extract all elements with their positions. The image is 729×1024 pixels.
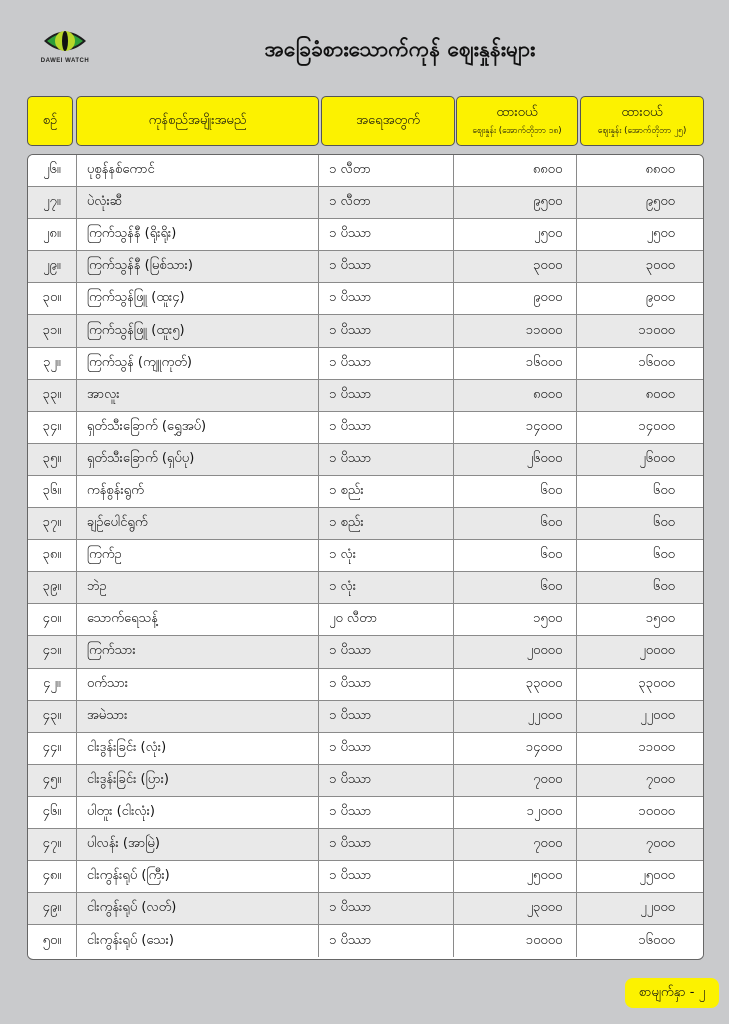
item-name: အာလူး <box>77 380 319 411</box>
item-name: ကြက်သွန်နီ (ရိုးရိုး) <box>77 219 319 250</box>
item-name: ကန်စွန်းရွက် <box>77 476 319 507</box>
item-name: ကြက်ဥ <box>77 540 319 571</box>
item-name: ဘဲဥ <box>77 572 319 603</box>
item-unit: ၂၀ လီတာ <box>319 604 454 635</box>
header-unit-label: အရေအတွက် <box>356 112 420 128</box>
price-oct25: ၃၃၀၀၀ <box>577 669 703 700</box>
item-unit: ၁ ပိဿာ <box>319 251 454 282</box>
page-number-badge: စာမျက်နှာ - ၂ <box>625 978 719 1008</box>
price-table-body <box>27 154 704 960</box>
item-unit: ၁ ပိဿာ <box>319 925 454 957</box>
price-oct25: ၃၀၀၀ <box>577 251 703 282</box>
item-name: ချဉ်ပေါင်ရွက် <box>77 508 319 539</box>
item-name: ငါးကွန်းရုပ် (လတ်) <box>77 893 319 924</box>
price-oct18: ၂၀၀၀၀ <box>454 636 578 667</box>
table-row <box>28 797 703 829</box>
table-row <box>28 219 703 251</box>
header-price-oct18-sub: ဈေးနှုန်း (အောက်တိုဘာ ၁၈) <box>472 126 562 136</box>
table-row <box>28 508 703 540</box>
brand-logo <box>30 26 100 76</box>
row-number: ၂၈။ <box>28 219 77 250</box>
header-price-oct18 <box>456 96 578 146</box>
item-unit: ၁ ပိဿာ <box>319 765 454 796</box>
item-name: သောက်ရေသန့် <box>77 604 319 635</box>
header-number <box>27 96 73 146</box>
item-unit: ၁ လုံး <box>319 540 454 571</box>
price-oct25: ၉၅၀၀ <box>577 187 703 218</box>
row-number: ၄၄။ <box>28 733 77 764</box>
item-unit: ၁ ပိဿာ <box>319 315 454 346</box>
eye-icon <box>42 26 88 56</box>
price-oct25: ၂၆၀၀၀ <box>577 444 703 475</box>
row-number: ၃၃။ <box>28 380 77 411</box>
item-name: ဝက်သား <box>77 669 319 700</box>
item-unit: ၁ ပိဿာ <box>319 733 454 764</box>
table-row <box>28 251 703 283</box>
table-row <box>28 444 703 476</box>
item-name: ရှတ်သီးခြောက် (ရှပ်ပု) <box>77 444 319 475</box>
table-row <box>28 829 703 861</box>
row-number: ၃၈။ <box>28 540 77 571</box>
header-unit <box>321 96 455 146</box>
item-name: ကြက်သွန်ဖြူ (ထူး၅) <box>77 315 319 346</box>
row-number: ၃၉။ <box>28 572 77 603</box>
price-oct25: ၁၁၀၀၀ <box>577 733 703 764</box>
item-unit: ၁ စည်း <box>319 476 454 507</box>
row-number: ၄၂။ <box>28 669 77 700</box>
item-unit: ၁ ပိဿာ <box>319 380 454 411</box>
price-oct18: ၁၅၀၀ <box>454 604 578 635</box>
table-row <box>28 636 703 668</box>
table-row <box>28 380 703 412</box>
price-oct18: ၂၅၀၀၀ <box>454 861 578 892</box>
price-oct25: ၇၀၀၀ <box>577 765 703 796</box>
row-number: ၅၀။ <box>28 925 77 957</box>
price-oct18: ၁၆၀၀၀ <box>454 348 578 379</box>
item-unit: ၁ ပိဿာ <box>319 797 454 828</box>
header-price-oct25 <box>580 96 704 146</box>
price-oct25: ၆၀၀ <box>577 572 703 603</box>
row-number: ၄၉။ <box>28 893 77 924</box>
price-oct25: ၈၈၀၀ <box>577 155 703 186</box>
price-oct18: ၂၃၀၀၀ <box>454 893 578 924</box>
table-row <box>28 187 703 219</box>
price-oct18: ၃၀၀၀ <box>454 251 578 282</box>
row-number: ၃၂။ <box>28 348 77 379</box>
item-unit: ၁ ပိဿာ <box>319 701 454 732</box>
item-unit: ၁ လီတာ <box>319 155 454 186</box>
price-oct18: ၇၀၀၀ <box>454 765 578 796</box>
price-oct18: ၆၀၀ <box>454 572 578 603</box>
row-number: ၄၁။ <box>28 636 77 667</box>
item-unit: ၁ ပိဿာ <box>319 829 454 860</box>
price-oct18: ၆၀၀ <box>454 540 578 571</box>
item-unit: ၁ ပိဿာ <box>319 412 454 443</box>
price-oct18: ၁၄၀၀၀ <box>454 733 578 764</box>
item-name: ကြက်သွန် (ကျူကုတ်) <box>77 348 319 379</box>
price-oct25: ၆၀၀ <box>577 540 703 571</box>
price-oct25: ၆၀၀ <box>577 476 703 507</box>
item-name: ကြက်သွန်ဖြူ (ထူး၄) <box>77 283 319 314</box>
item-name: ပဲလုံးဆီ <box>77 187 319 218</box>
table-row <box>28 893 703 925</box>
price-oct25: ၁၆၀၀၀ <box>577 925 703 957</box>
header-item-label: ကုန်စည်အမျိုးအမည် <box>148 112 247 128</box>
price-oct25: ၁၀၀၀၀ <box>577 797 703 828</box>
table-row <box>28 155 703 187</box>
price-oct18: ၆၀၀ <box>454 476 578 507</box>
table-row <box>28 315 703 347</box>
price-oct25: ၆၀၀ <box>577 508 703 539</box>
price-oct25: ၈၀၀၀ <box>577 380 703 411</box>
table-row <box>28 925 703 957</box>
price-oct18: ၉၅၀၀ <box>454 187 578 218</box>
item-unit: ၁ ပိဿာ <box>319 636 454 667</box>
price-oct18: ၂၂၀၀၀ <box>454 701 578 732</box>
item-name: ငါးကွန်းရုပ် (သေး) <box>77 925 319 957</box>
row-number: ၄၈။ <box>28 861 77 892</box>
table-row <box>28 572 703 604</box>
logo-text: DAWEI WATCH <box>40 58 90 64</box>
item-unit: ၁ စည်း <box>319 508 454 539</box>
row-number: ၃၆။ <box>28 476 77 507</box>
table-row <box>28 604 703 636</box>
page-title: အခြေခံစားသောက်ကုန် ဈေးနှုန်းများ <box>264 37 536 61</box>
item-name: ကြက်သွန်နီ (မြစ်သား) <box>77 251 319 282</box>
item-name: ရှတ်သီးခြောက် (ရွှေအပ်) <box>77 412 319 443</box>
header-number-label: စဉ် <box>42 112 58 128</box>
row-number: ၄၃။ <box>28 701 77 732</box>
price-oct25: ၂၀၀၀၀ <box>577 636 703 667</box>
price-oct25: ၉၀၀၀ <box>577 283 703 314</box>
header-price-oct18-label: ထားဝယ် <box>496 105 538 120</box>
price-oct25: ၁၅၀၀ <box>577 604 703 635</box>
item-unit: ၁ ပိဿာ <box>319 893 454 924</box>
table-row <box>28 348 703 380</box>
price-oct18: ၁၂၀၀၀ <box>454 797 578 828</box>
row-number: ၂၇။ <box>28 187 77 218</box>
price-oct18: ၇၀၀၀ <box>454 829 578 860</box>
price-oct18: ၂၅၀၀ <box>454 219 578 250</box>
row-number: ၄၆။ <box>28 797 77 828</box>
item-name: ပါလန်း (အာမြဲ) <box>77 829 319 860</box>
row-number: ၄၀။ <box>28 604 77 635</box>
table-row <box>28 669 703 701</box>
price-oct18: ၁၀၀၀၀ <box>454 925 578 957</box>
header-price-oct25-label: ထားဝယ် <box>621 105 663 120</box>
item-unit: ၁ လီတာ <box>319 187 454 218</box>
price-oct25: ၇၀၀၀ <box>577 829 703 860</box>
item-unit: ၁ ပိဿာ <box>319 219 454 250</box>
item-name: အမဲသား <box>77 701 319 732</box>
row-number: ၃၀။ <box>28 283 77 314</box>
header-price-oct25-sub: ဈေးနှုန်း (အောက်တိုဘာ ၂၅) <box>597 126 687 136</box>
price-oct18: ၂၆၀၀၀ <box>454 444 578 475</box>
price-oct18: ၉၀၀၀ <box>454 283 578 314</box>
price-oct25: ၁၄၀၀၀ <box>577 412 703 443</box>
item-name: ငါးကွန်းရုပ် (ကြီး) <box>77 861 319 892</box>
row-number: ၃၄။ <box>28 412 77 443</box>
price-oct18: ၆၀၀ <box>454 508 578 539</box>
table-row <box>28 283 703 315</box>
row-number: ၄၇။ <box>28 829 77 860</box>
price-oct25: ၂၅၀၀ <box>577 219 703 250</box>
row-number: ၃၇။ <box>28 508 77 539</box>
table-header <box>27 96 704 146</box>
table-row <box>28 540 703 572</box>
item-name: ပုစွန်နစ်ကောင် <box>77 155 319 186</box>
item-unit: ၁ ပိဿာ <box>319 444 454 475</box>
table-row <box>28 412 703 444</box>
header-item <box>76 96 319 146</box>
table-row <box>28 765 703 797</box>
price-oct18: ၈၀၀၀ <box>454 380 578 411</box>
item-unit: ၁ ပိဿာ <box>319 283 454 314</box>
item-unit: ၁ ပိဿာ <box>319 348 454 379</box>
table-row <box>28 733 703 765</box>
table-row <box>28 701 703 733</box>
table-row <box>28 861 703 893</box>
item-name: ပါတူး (ငါးလုံး) <box>77 797 319 828</box>
row-number: ၂၆။ <box>28 155 77 186</box>
row-number: ၄၅။ <box>28 765 77 796</box>
row-number: ၃၅။ <box>28 444 77 475</box>
price-oct25: ၂၅၀၀၀ <box>577 861 703 892</box>
item-unit: ၁ လုံး <box>319 572 454 603</box>
price-oct18: ၁၁၀၀၀ <box>454 315 578 346</box>
row-number: ၃၁။ <box>28 315 77 346</box>
item-name: ကြက်သား <box>77 636 319 667</box>
price-oct25: ၁၁၀၀၀ <box>577 315 703 346</box>
item-unit: ၁ ပိဿာ <box>319 861 454 892</box>
price-oct18: ၈၈၀၀ <box>454 155 578 186</box>
price-oct25: ၁၆၀၀၀ <box>577 348 703 379</box>
table-row <box>28 476 703 508</box>
item-name: ငါးဒွန်းခြင်း (လုံး) <box>77 733 319 764</box>
price-oct18: ၁၄၀၀၀ <box>454 412 578 443</box>
price-oct25: ၂၂၀၀၀ <box>577 701 703 732</box>
price-oct18: ၃၃၀၀၀ <box>454 669 578 700</box>
row-number: ၂၉။ <box>28 251 77 282</box>
price-oct25: ၂၂၀၀၀ <box>577 893 703 924</box>
item-name: ငါးဒွန်းခြင်း (ပြား) <box>77 765 319 796</box>
item-unit: ၁ ပိဿာ <box>319 669 454 700</box>
